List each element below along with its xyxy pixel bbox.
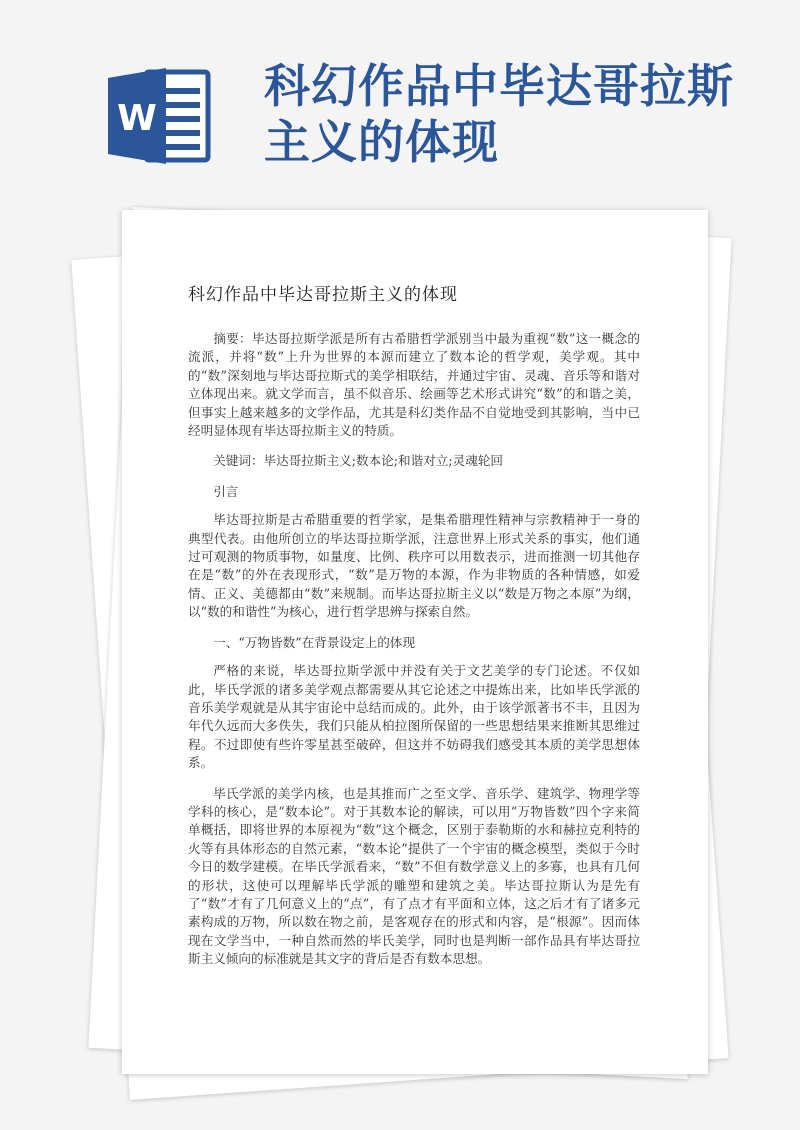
abstract-paragraph: 摘要：毕达哥拉斯学派是所有古希腊哲学派别当中最为重视“数”这一概念的流派，并将“数”上升为世界的本源而建立了数本论的哲学观，美学观。其中的“数”深刻地与毕达哥拉斯式的美学相联结，并通过宇宙、灵魂、音乐等和谐对立体现出来。就文学而言，虽不似音乐、绘画等艺术形式讲究“数”的和谐之美，但事实上越来越多的文学作品，尤其是科幻类作品不自觉地受到其影响，当中已经明显体现有毕达哥拉斯主义的特质。: [188, 331, 640, 439]
body-paragraph: 毕氏学派的美学内核，也是其推而广之至文学、音乐学、建筑学、物理学等学科的核心，是“数本论”。对于其数本论的解读，可以用“万物皆数”四个字来简单概括，即将世界的本原视为“数”这个概念，区别于泰勒斯的水和赫拉克利特的火等有具体形态的自然元素，“数本论”提供了一个宇宙的概念模型，类似于今时今日的数学建模。在毕氏学派看来，“数”不但有数学意义上的多寡，也具有几何的形状，这使可以理解毕氏学派的雕塑和建筑之美。毕达哥拉斯认为是先有了“数”才有了几何意义上的“点”，有了点才有平面和立体，这之后才有了诸多元素构成的万物，所以数在物之前，是客观存在的形式和内容，是“根源”。因而体现在文学当中，一种自然而然的毕氏美学，同时也是判断一部作品具有毕达哥拉斯主义倾向的标准就是其文字的背后是否有数本思想。: [188, 785, 640, 967]
header-title: 科幻作品中毕达哥拉斯主义的体现: [264, 59, 734, 169]
document-body: [188, 330, 640, 981]
keywords-line: 关键词：毕达哥拉斯主义;数本论;和谐对立;灵魂轮回: [213, 453, 503, 469]
document-page: [122, 210, 708, 1074]
document-title: 科幻作品中毕达哥拉斯主义的体现: [188, 285, 458, 305]
body-paragraph: 毕达哥拉斯是古希腊重要的哲学家，是集希腊理性精神与宗教精神于一身的典型代表。由他所创立的毕达哥拉斯学派，注意世界上形式关系的事实，他们通过可观测的物质事物，如量度、比例、秩序可以用数表示，进而推测一切其他存在是“数”的外在表现形式，“数”是万物的本源，作为非物质的各种情感，如爱情、正义、美德都由“数”来规制。而毕达哥拉斯主义以“数是万物之本原”为纲，以“数的和谐性”为核心，进行哲学思辨与探索自然。: [188, 512, 640, 620]
word-document-icon: [108, 66, 212, 166]
body-paragraph: 严格的来说，毕达哥拉斯学派中并没有关于文艺美学的专门论述。不仅如此，毕氏学派的诸多美学观点都需要从其它论述之中提炼出来，比如毕氏学派的音乐美学观就是从其宇宙论中总结而成的。此外，由于该学派著书不丰，且因为年代久远而大多佚失，我们只能从柏拉图所保留的一些思想结果来推断其思维过程。不过即使有些许零星甚至破碎，但这并不妨碍我们感受其本质的美学思想体系。: [188, 663, 640, 771]
section-heading-1: 一、“万物皆数”在背景设定上的体现: [213, 634, 415, 650]
section-heading-intro: 引言: [213, 483, 239, 499]
word-icon-letter: W: [117, 98, 157, 139]
